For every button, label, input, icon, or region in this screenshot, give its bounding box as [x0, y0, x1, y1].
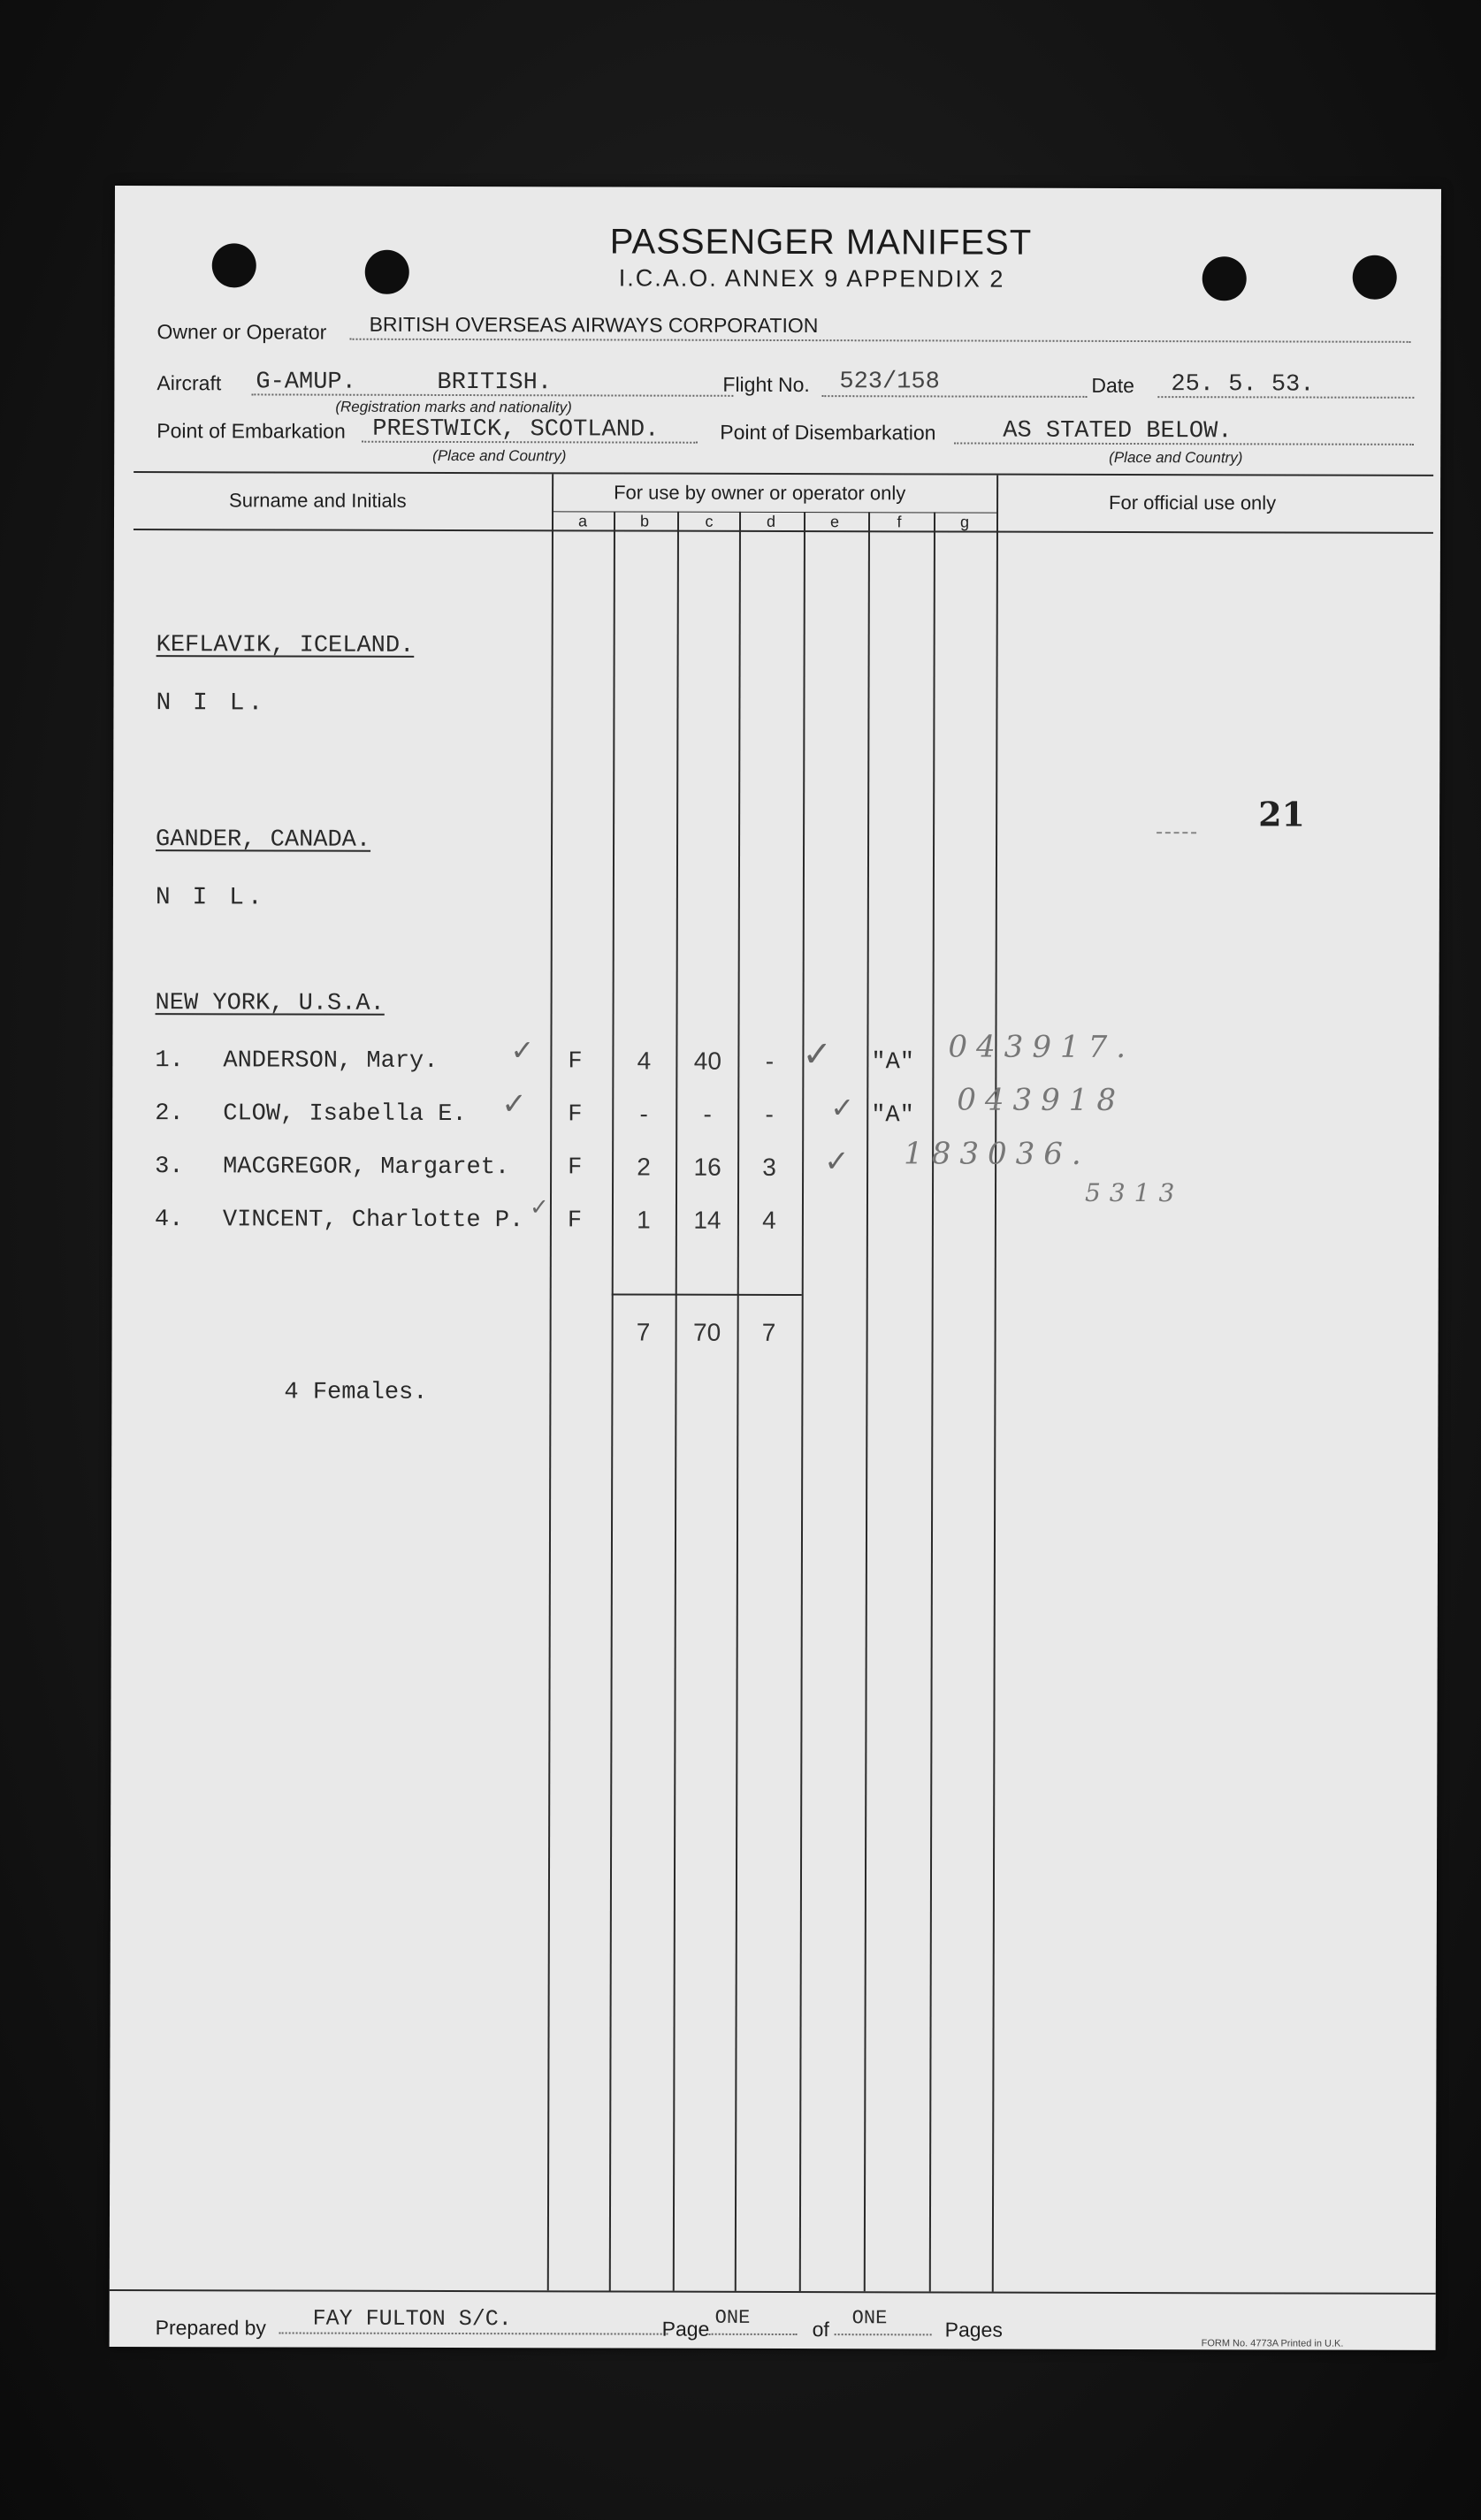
checkmark-icon: ✓	[802, 1034, 833, 1076]
flight-dotted-line	[821, 395, 1087, 398]
passenger-3-sex: F	[568, 1154, 583, 1182]
disembarkation-caption: (Place and Country)	[1109, 448, 1243, 467]
checkmark-icon: ✓	[529, 1194, 549, 1222]
passenger-3-col-d: 3	[762, 1153, 776, 1181]
passenger-2-official-note: 043918	[957, 1082, 1126, 1118]
date-value: 25. 5. 53.	[1171, 371, 1315, 399]
total-pages-dotted-line	[835, 2333, 932, 2335]
passenger-1-official-note: 043917.	[948, 1029, 1135, 1066]
punch-hole-right-2	[1353, 255, 1397, 300]
official-use-column-header: For official use only	[1109, 491, 1277, 514]
passenger-2-col-c: -	[703, 1100, 712, 1128]
passenger-2-sex: F	[568, 1101, 583, 1129]
col-divider-b	[673, 512, 679, 2291]
total-col-b: 7	[636, 1318, 651, 1346]
passenger-3-official-note: 183036.	[904, 1136, 1090, 1172]
page-value: ONE	[714, 2306, 751, 2329]
disembarkation-label: Point of Disembarkation	[720, 420, 936, 445]
passenger-4-name: VINCENT, Charlotte P.	[222, 1207, 524, 1235]
passenger-2-col-d: -	[765, 1100, 774, 1128]
surname-column-header: Surname and Initials	[229, 489, 407, 512]
passenger-3-col-c: 16	[693, 1153, 721, 1181]
date-dotted-line	[1157, 396, 1414, 399]
pages-label: Pages	[944, 2318, 1003, 2341]
subcol-g: g	[959, 513, 970, 531]
official-stamp-number: 21	[1258, 794, 1306, 834]
passenger-3-col-b: 2	[637, 1153, 651, 1181]
passenger-2-name: CLOW, Isabella E.	[223, 1100, 467, 1129]
col-divider-c	[735, 512, 741, 2291]
aircraft-caption: (Registration marks and nationality)	[335, 398, 572, 416]
total-col-c: 70	[692, 1318, 721, 1346]
punch-hole-left-1	[212, 243, 256, 287]
subcol-d: d	[766, 512, 776, 530]
aircraft-dotted-line	[251, 393, 733, 396]
table-top-rule	[134, 471, 1433, 476]
passenger-4-index: 4.	[154, 1207, 184, 1234]
total-col-d: 7	[761, 1318, 776, 1346]
prepared-by-value: FAY FULTON S/C.	[312, 2305, 512, 2333]
disembarkation-dotted-line	[954, 442, 1414, 445]
section-new-york: NEW YORK, U.S.A.	[155, 990, 385, 1017]
owner-dotted-line	[350, 339, 1411, 343]
passenger-4-official-note: 5313	[1084, 1177, 1184, 1208]
owner-value: BRITISH OVERSEAS AIRWAYS CORPORATION	[369, 312, 819, 338]
owner-label: Owner or Operator	[156, 320, 327, 344]
passenger-1-col-d: -	[765, 1047, 775, 1075]
checkmark-icon: ✓	[510, 1033, 535, 1068]
embarkation-caption: (Place and Country)	[432, 446, 567, 465]
passenger-2-index: 2.	[155, 1100, 184, 1128]
col-divider-e	[864, 512, 870, 2291]
col-divider-f	[929, 512, 935, 2291]
col-divider-a	[609, 511, 615, 2290]
passenger-3-name: MACGREGOR, Margaret.	[223, 1153, 510, 1182]
aircraft-registration: G-AMUP.	[256, 369, 356, 396]
owner-use-column-header: For use by owner or operator only	[614, 481, 906, 505]
page-label: Page	[661, 2317, 710, 2341]
page-title: PASSENGER MANIFEST	[609, 222, 1033, 263]
punch-hole-right-1	[1202, 256, 1247, 301]
subcol-c: c	[705, 512, 714, 530]
embarkation-label: Point of Embarkation	[156, 419, 346, 443]
subcol-f: f	[897, 513, 902, 531]
embarkation-dotted-line	[362, 441, 698, 444]
passenger-1-name: ANDERSON, Mary.	[223, 1047, 439, 1075]
totals-rule	[612, 1293, 802, 1296]
prepared-by-dotted-line	[279, 2332, 668, 2334]
checkmark-icon: ✓	[830, 1091, 855, 1125]
checkmark-icon: ✓	[501, 1086, 527, 1123]
embarkation-value: PRESTWICK, SCOTLAND.	[372, 415, 660, 444]
passenger-2-col-f: "A"	[871, 1102, 914, 1130]
col-divider-official	[992, 476, 998, 2292]
passenger-1-sex: F	[568, 1048, 583, 1076]
section-keflavik-nil: N I L.	[156, 689, 267, 718]
passenger-1-col-b: 4	[637, 1047, 652, 1075]
passenger-4-sex: F	[567, 1207, 583, 1235]
passenger-3-index: 3.	[155, 1153, 184, 1181]
prepared-by-label: Prepared by	[155, 2316, 267, 2340]
of-label: of	[812, 2318, 829, 2341]
disembarkation-value: AS STATED BELOW.	[1003, 417, 1233, 445]
passenger-1-col-c: 40	[693, 1047, 722, 1075]
official-dash	[1157, 832, 1196, 834]
flight-no-value: 523/158	[839, 369, 940, 396]
form-number: FORM No. 4773A Printed in U.K.	[1201, 2338, 1344, 2349]
section-keflavik: KEFLAVIK, ICELAND.	[156, 632, 415, 659]
aircraft-label: Aircraft	[156, 371, 222, 395]
total-pages-value: ONE	[851, 2307, 888, 2330]
aircraft-nationality: BRITISH.	[437, 369, 553, 397]
checkmark-icon: ✓	[824, 1144, 850, 1180]
section-gander-nil: N I L.	[155, 884, 266, 912]
footer-top-rule	[110, 2289, 1436, 2295]
subcol-a: a	[577, 512, 588, 530]
passenger-1-index: 1.	[155, 1047, 184, 1075]
col-divider-d	[799, 512, 805, 2291]
passenger-4-col-c: 14	[693, 1206, 721, 1234]
passenger-4-col-d: 4	[762, 1206, 776, 1234]
page-dotted-line	[709, 2333, 798, 2335]
col-divider-surname	[547, 474, 553, 2290]
section-gander: GANDER, CANADA.	[156, 826, 371, 854]
subcol-b: b	[639, 512, 650, 530]
page-subtitle: I.C.A.O. ANNEX 9 APPENDIX 2	[618, 264, 1005, 293]
manifest-sheet	[110, 186, 1441, 2350]
passenger-1-col-f: "A"	[871, 1049, 915, 1077]
passenger-2-col-b: -	[639, 1100, 648, 1128]
punch-hole-left-2	[365, 250, 409, 294]
passenger-summary: 4 Females.	[284, 1379, 428, 1406]
date-label: Date	[1091, 373, 1135, 398]
subcol-e: e	[829, 513, 840, 531]
passenger-4-col-b: 1	[637, 1206, 651, 1234]
flight-no-label: Flight No.	[722, 372, 810, 397]
